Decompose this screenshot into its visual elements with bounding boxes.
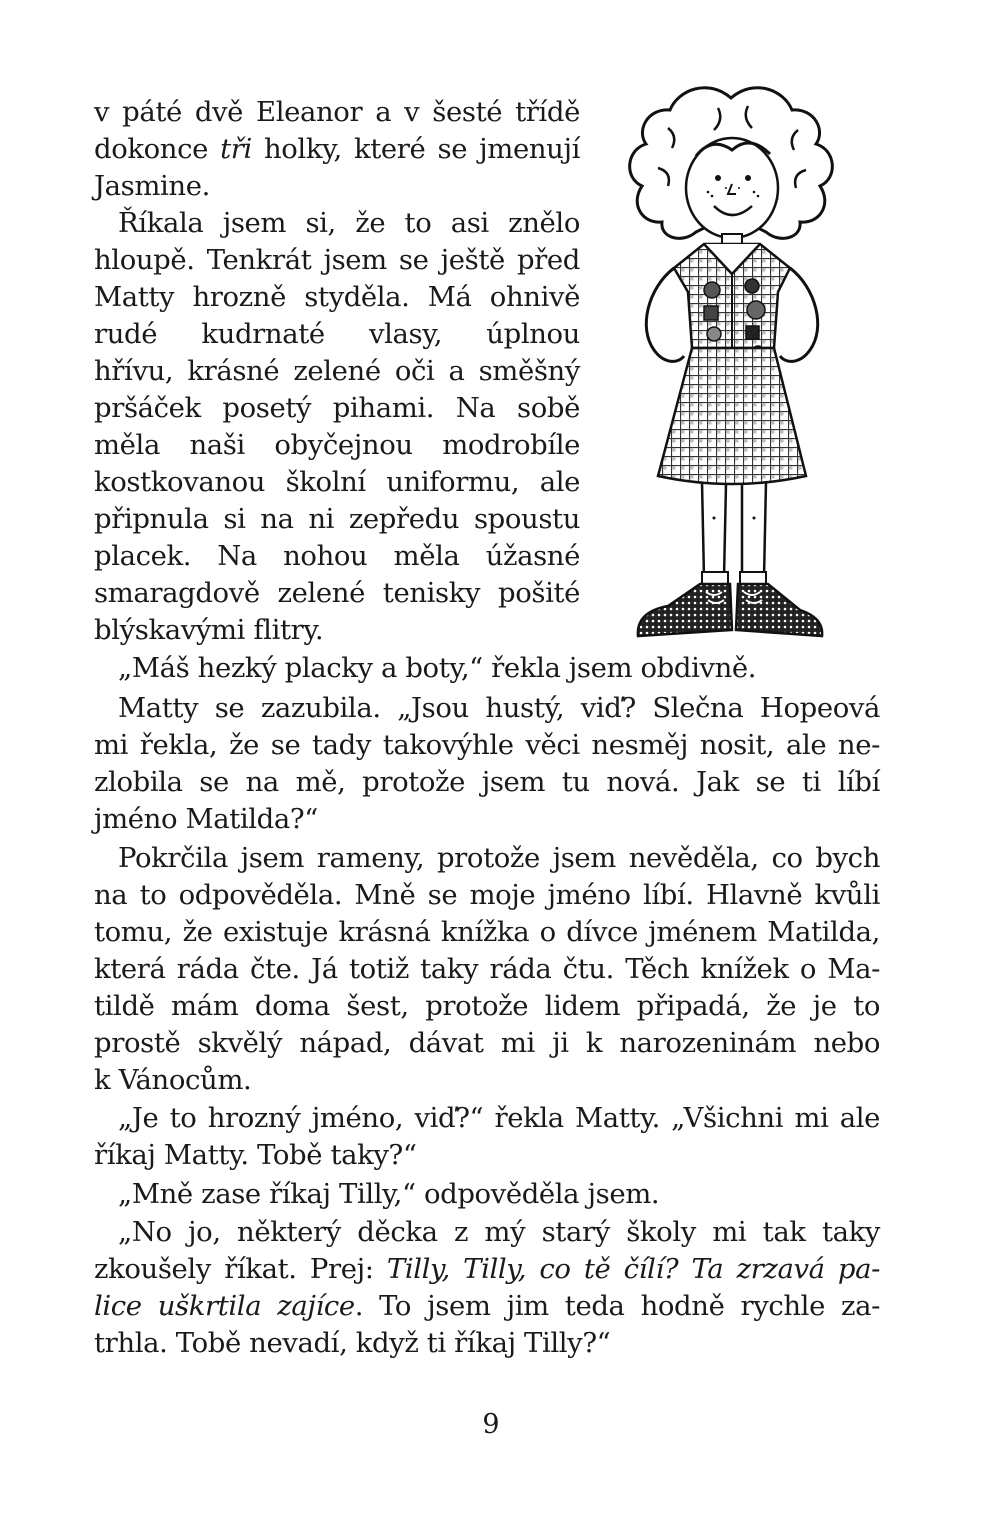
text-line: „No jo, některý děcka z mý starý školy mi tak taky bbox=[118, 1216, 880, 1248]
text-line: v páté dvě Eleanor a v šesté třídě bbox=[94, 96, 580, 128]
text-line: říkaj Matty. Tobě taky?“ bbox=[94, 1139, 417, 1171]
text-line bbox=[94, 131, 580, 168]
text-line: kostkovanou školní uniformu, ale bbox=[94, 466, 580, 498]
text-line: mi řekla, že se tady takovýhle věci nesměj nosit, ale ne- bbox=[94, 729, 880, 761]
text-line: na to odpověděla. Mně se moje jméno líbí. Hlavně kvůli bbox=[94, 879, 880, 911]
text-line: „Máš hezký placky a boty,“ řekla jsem obdivně. bbox=[118, 652, 757, 684]
text-line: Matty se zazubila. „Jsou hustý, viď? Slečna Hopeová bbox=[118, 692, 880, 724]
text-line bbox=[94, 1251, 880, 1288]
text-span: zkoušely říkat. Prej: bbox=[94, 1253, 387, 1285]
text-line: trhla. Tobě nevadí, když ti říkaj Tilly?“ bbox=[94, 1327, 611, 1359]
text-line: „Mně zase říkaj Tilly,“ odpověděla jsem. bbox=[118, 1178, 660, 1210]
text-line: Říkala jsem si, že to asi znělo bbox=[118, 207, 580, 239]
page-number: 9 bbox=[482, 1409, 500, 1440]
text-line: hřívu, krásné zelené oči a směšný bbox=[94, 355, 580, 387]
text-span: . To jsem jim teda hodně rychle za- bbox=[354, 1290, 880, 1322]
text-line: prostě skvělý nápad, dávat mi ji k narozeninám nebo bbox=[94, 1027, 880, 1059]
text-line: pršáček posetý pihami. Na sobě bbox=[94, 392, 580, 424]
text-line: placek. Na nohou měla úžasné bbox=[94, 540, 580, 572]
text-line: smaragdově zelené tenisky pošité bbox=[94, 577, 580, 609]
text-line: tildě mám doma šest, protože lidem připadá, že je to bbox=[94, 990, 880, 1022]
text-line: tomu, že existuje krásná knížka o dívce jménem Matilda, bbox=[94, 916, 880, 948]
text-line: jméno Matilda?“ bbox=[94, 803, 318, 835]
text-line: „Je to hrozný jméno, viď?“ řekla Matty. „Všichni mi ale bbox=[118, 1102, 880, 1134]
text-line: Matty hrozně styděla. Má ohnivě bbox=[94, 281, 580, 313]
text-line: Jasmine. bbox=[94, 170, 210, 202]
text-line: měla naši obyčejnou modrobíle bbox=[94, 429, 580, 461]
text-line: připnula si na ni zepředu spoustu bbox=[94, 503, 580, 535]
italic-text: tři bbox=[220, 133, 252, 165]
text-line: hloupě. Tenkrát jsem se ještě před bbox=[94, 244, 580, 276]
text-line: blýskavými flitry. bbox=[94, 614, 324, 646]
italic-text: lice uškrtila zajíce bbox=[94, 1290, 355, 1322]
text-span: dokonce bbox=[94, 133, 221, 165]
italic-text: Tilly, Tilly, co tě čílí? Ta zrzavá pa- bbox=[386, 1253, 881, 1285]
text-line: která ráda čte. Já totiž taky ráda čtu. Těch knížek o Ma- bbox=[94, 953, 880, 985]
text-line: rudé kudrnaté vlasy, úplnou bbox=[94, 318, 580, 350]
text-line: k Vánocům. bbox=[94, 1064, 252, 1096]
girl-illustration bbox=[608, 78, 854, 648]
text-line bbox=[94, 1288, 880, 1325]
text-line: Pokrčila jsem rameny, protože jsem nevěděla, co bych bbox=[118, 842, 880, 874]
text-line: zlobila se na mě, protože jsem tu nová. Jak se ti líbí bbox=[94, 766, 880, 798]
text-span: holky, které se jmenují bbox=[251, 133, 580, 165]
